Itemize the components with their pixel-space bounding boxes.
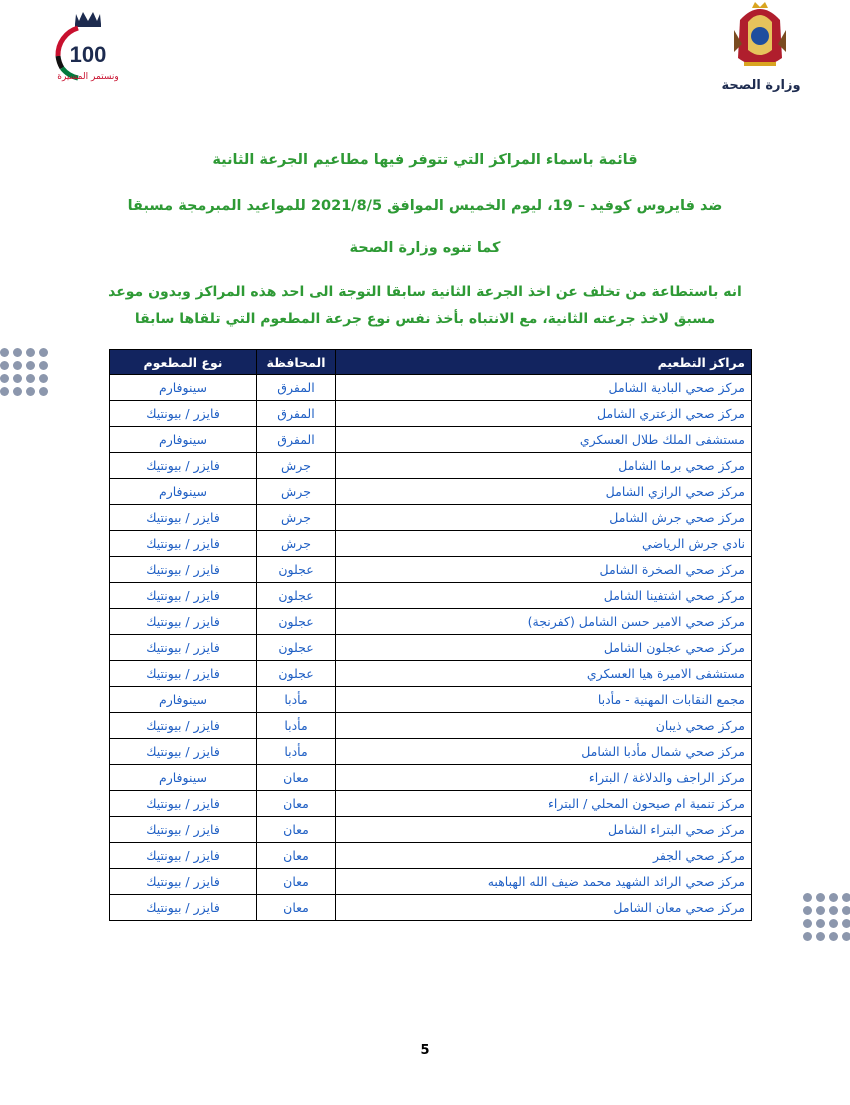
table-row xyxy=(110,739,752,765)
table-row xyxy=(110,635,752,661)
dot xyxy=(39,348,48,357)
table-row xyxy=(110,791,752,817)
vaccine-type-cell: فايزر / بيونتيك xyxy=(110,401,257,427)
vaccine-type-cell: فايزر / بيونتيك xyxy=(110,609,257,635)
governorate-cell: مأدبا xyxy=(257,739,336,765)
governorate-cell: المفرق xyxy=(257,427,336,453)
dot xyxy=(829,906,838,915)
dot xyxy=(816,893,825,902)
page-number: 5 xyxy=(420,1043,430,1058)
vaccine-type-cell: فايزر / بيونتيك xyxy=(110,505,257,531)
center-name-cell: مستشفى الملك طلال العسكري xyxy=(336,427,752,453)
governorate-cell: عجلون xyxy=(257,557,336,583)
ministry-name: وزارة الصحة xyxy=(721,78,801,93)
decorative-dots-right xyxy=(800,893,850,963)
dot xyxy=(13,361,22,370)
dot xyxy=(829,919,838,928)
dot xyxy=(13,387,22,396)
table-row xyxy=(110,505,752,531)
dot xyxy=(26,387,35,396)
vaccine-type-cell: فايزر / بيونتيك xyxy=(110,713,257,739)
vaccine-type-cell: فايزر / بيونتيك xyxy=(110,453,257,479)
dot xyxy=(803,893,812,902)
center-name-cell: مركز صحي البادية الشامل xyxy=(336,375,752,401)
center-name-cell: مركز صحي برما الشامل xyxy=(336,453,752,479)
center-name-cell: مستشفى الاميرة هيا العسكري xyxy=(336,661,752,687)
governorate-cell: المفرق xyxy=(257,401,336,427)
dot xyxy=(829,932,838,941)
intro-line-2: ضد فايروس كوفيد – 19، ليوم الخميس الموافق 2021/8/5 للمواعيد المبرمجة مسبقا xyxy=(127,198,723,214)
table-row xyxy=(110,401,752,427)
governorate-cell: معان xyxy=(257,843,336,869)
vaccine-type-cell: فايزر / بيونتيك xyxy=(110,869,257,895)
governorate-cell: جرش xyxy=(257,531,336,557)
table-row xyxy=(110,453,752,479)
dot xyxy=(842,893,850,902)
governorate-cell: عجلون xyxy=(257,583,336,609)
table-row xyxy=(110,661,752,687)
governorate-cell: معان xyxy=(257,869,336,895)
center-name-cell: مركز صحي عجلون الشامل xyxy=(336,635,752,661)
table-header-row xyxy=(110,350,752,375)
governorate-cell: مأدبا xyxy=(257,713,336,739)
governorate-cell: عجلون xyxy=(257,635,336,661)
dot xyxy=(0,348,9,357)
center-name-cell: مجمع النقابات المهنية - مأدبا xyxy=(336,687,752,713)
governorate-cell: عجلون xyxy=(257,661,336,687)
governorate-cell: معان xyxy=(257,895,336,921)
center-name-cell: مركز صحي شمال مأدبا الشامل xyxy=(336,739,752,765)
dot xyxy=(816,919,825,928)
dot xyxy=(816,906,825,915)
dot xyxy=(803,932,812,941)
dot xyxy=(39,387,48,396)
vaccine-type-cell: سينوفارم xyxy=(110,479,257,505)
centennial-logo xyxy=(48,8,128,90)
dot xyxy=(842,919,850,928)
vaccine-type-cell: فايزر / بيونتيك xyxy=(110,661,257,687)
governorate-cell: معان xyxy=(257,817,336,843)
dot xyxy=(842,932,850,941)
center-name-cell: مركز صحي ذيبان xyxy=(336,713,752,739)
center-name-cell: مركز صحي الرائد الشهيد محمد ضيف الله الهباهبه xyxy=(336,869,752,895)
governorate-cell: عجلون xyxy=(257,609,336,635)
table-row xyxy=(110,765,752,791)
dot xyxy=(803,906,812,915)
header-governorate: المحافظة xyxy=(257,350,336,375)
center-name-cell: مركز صحي جرش الشامل xyxy=(336,505,752,531)
header-centers: مراكز التطعيم xyxy=(336,350,752,375)
center-name-cell: مركز صحي البتراء الشامل xyxy=(336,817,752,843)
vaccine-type-cell: سينوفارم xyxy=(110,375,257,401)
dot xyxy=(13,348,22,357)
dot xyxy=(26,361,35,370)
governorate-cell: جرش xyxy=(257,505,336,531)
dot xyxy=(842,906,850,915)
vaccine-type-cell: سينوفارم xyxy=(110,427,257,453)
center-name-cell: مركز تنمية ام صيحون المحلي / البتراء xyxy=(336,791,752,817)
vaccine-type-cell: فايزر / بيونتيك xyxy=(110,635,257,661)
governorate-cell: المفرق xyxy=(257,375,336,401)
center-name-cell: مركز صحي الزعتري الشامل xyxy=(336,401,752,427)
table-row xyxy=(110,557,752,583)
table-row xyxy=(110,427,752,453)
intro-line-1: قائمة باسماء المراكز التي تتوفر فيها مطاعيم الجرعة الثانية xyxy=(212,152,638,168)
vaccine-type-cell: فايزر / بيونتيك xyxy=(110,895,257,921)
table-row xyxy=(110,869,752,895)
table-row xyxy=(110,609,752,635)
vaccine-type-cell: سينوفارم xyxy=(110,687,257,713)
table-row xyxy=(110,843,752,869)
header-vaccine-type: نوع المطعوم xyxy=(110,350,257,375)
vaccine-type-cell: فايزر / بيونتيك xyxy=(110,531,257,557)
vaccination-centers-table xyxy=(109,349,752,921)
dot xyxy=(0,387,9,396)
dot xyxy=(39,361,48,370)
governorate-cell: معان xyxy=(257,765,336,791)
governorate-cell: معان xyxy=(257,791,336,817)
governorate-cell: مأدبا xyxy=(257,687,336,713)
center-name-cell: نادي جرش الرياضي xyxy=(336,531,752,557)
intro-line-5: مسبق لاخذ جرعته الثانية، مع الانتباه بأخذ نفس نوع جرعة المطعوم التي تلقاها سابقا xyxy=(134,311,716,327)
intro-line-4: انه باستطاعة من تخلف عن اخذ الجرعة الثانية سابقا التوجة الى احد هذه المراكز وبدون موعد xyxy=(108,284,742,300)
vaccine-type-cell: فايزر / بيونتيك xyxy=(110,791,257,817)
dot xyxy=(26,348,35,357)
dot xyxy=(829,893,838,902)
center-name-cell: مركز صحي الامير حسن الشامل (كفرنجة) xyxy=(336,609,752,635)
table-row xyxy=(110,531,752,557)
dot xyxy=(816,932,825,941)
dot xyxy=(803,919,812,928)
vaccine-type-cell: فايزر / بيونتيك xyxy=(110,843,257,869)
governorate-cell: جرش xyxy=(257,453,336,479)
center-name-cell: مركز الراجف والدلاغة / البتراء xyxy=(336,765,752,791)
vaccine-type-cell: فايزر / بيونتيك xyxy=(110,557,257,583)
center-name-cell: مركز صحي الجفر xyxy=(336,843,752,869)
table-row xyxy=(110,375,752,401)
dot xyxy=(0,374,9,383)
logo-tagline: ونستمر المسيرة xyxy=(57,72,119,82)
vaccine-type-cell: فايزر / بيونتيك xyxy=(110,739,257,765)
table-row xyxy=(110,713,752,739)
vaccine-type-cell: فايزر / بيونتيك xyxy=(110,583,257,609)
center-name-cell: مركز صحي الرازي الشامل xyxy=(336,479,752,505)
vaccine-type-cell: فايزر / بيونتيك xyxy=(110,817,257,843)
decorative-dots-left xyxy=(0,348,52,418)
dot xyxy=(13,374,22,383)
table-row xyxy=(110,479,752,505)
intro-line-3: كما تنوه وزارة الصحة xyxy=(349,240,501,256)
vaccine-type-cell: سينوفارم xyxy=(110,765,257,791)
table-row xyxy=(110,687,752,713)
table-row xyxy=(110,895,752,921)
dot xyxy=(26,374,35,383)
table-row xyxy=(110,817,752,843)
center-name-cell: مركز صحي الصخرة الشامل xyxy=(336,557,752,583)
center-name-cell: مركز صحي معان الشامل xyxy=(336,895,752,921)
table-row xyxy=(110,583,752,609)
center-name-cell: مركز صحي اشتفينا الشامل xyxy=(336,583,752,609)
dot xyxy=(39,374,48,383)
dot xyxy=(0,361,9,370)
governorate-cell: جرش xyxy=(257,479,336,505)
svg-text:100: 100 xyxy=(69,42,107,67)
